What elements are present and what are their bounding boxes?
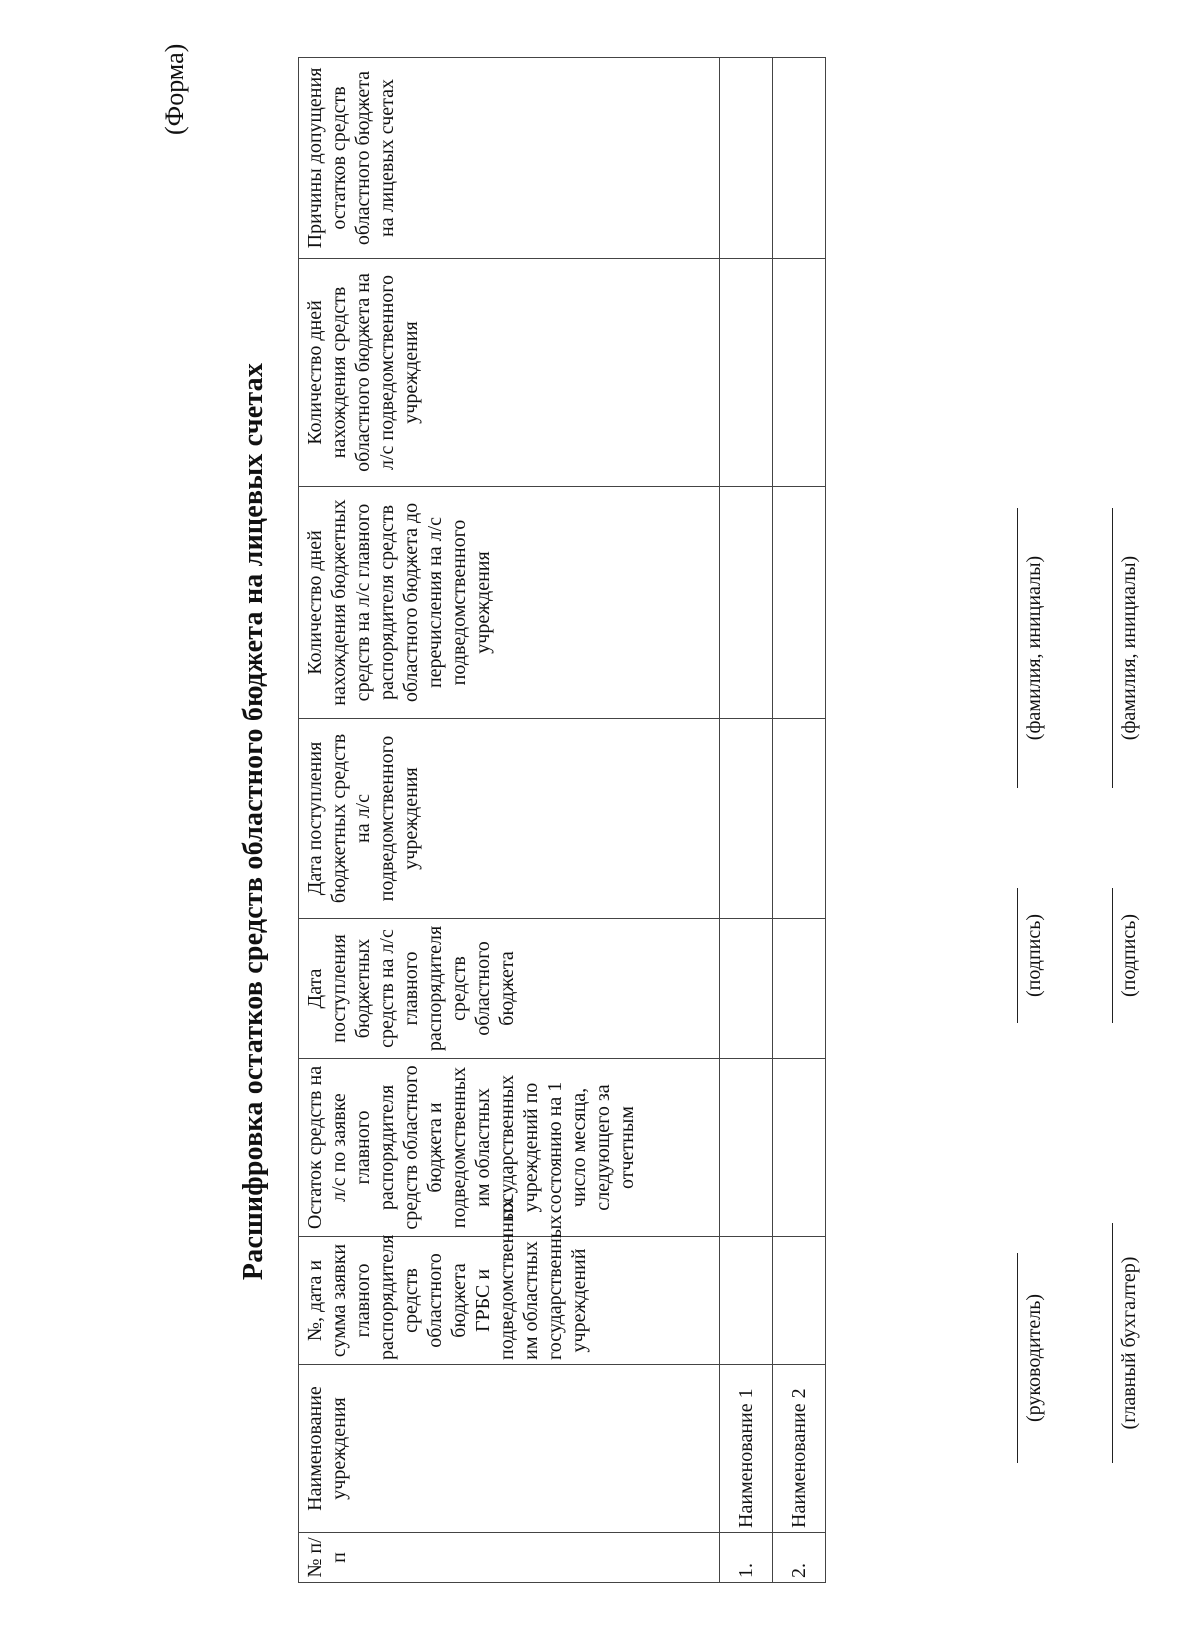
header-days-institution: Количество дней нахождения средств областного бюджета на л/с подведомственного учреждения [299, 259, 720, 487]
signature-line [1017, 888, 1018, 1023]
name-label: (фамилия, инициалы) [1118, 555, 1140, 741]
form-label: (Форма) [160, 43, 189, 135]
name-label: (фамилия, инициалы) [1023, 555, 1045, 741]
header-institution-name: Наименование учреждения [299, 1365, 720, 1533]
table-cell [773, 259, 826, 487]
row-institution-name: Наименование 1 [720, 1365, 773, 1533]
table-row [720, 58, 773, 1583]
header-balance: Остаток средств на л/с по заявке главного распорядителя средств областного бюджета и подведомственных им областных государственных учреждений по состоянию на 1 число месяца, следующего за отчетным [299, 1059, 720, 1237]
table-cell [720, 919, 773, 1059]
table-cell [720, 1237, 773, 1365]
header-days-grbs: Количество дней нахождения бюджетных средств на л/с главного распорядителя средств областного бюджета до перечисления на л/с подведомственного учреждения [299, 487, 720, 719]
table-cell [720, 719, 773, 919]
document-title: Расшифровка остатков средств областного бюджета на лицевых счетах [238, 362, 269, 1281]
table-cell [773, 487, 826, 719]
position-label: (главный бухгалтер) [1118, 1256, 1140, 1430]
position-line [1017, 1253, 1018, 1463]
name-line [1017, 508, 1018, 788]
row-number: 2. [773, 1533, 826, 1583]
header-receipt-date-grbs: Дата поступления бюджетных средств на л/с главного распорядителя средств областного бюджета [299, 919, 720, 1059]
balances-table [298, 57, 826, 1583]
header-reasons: Причины допущения остатков средств областного бюджета на лицевых счетах [299, 58, 720, 259]
table-row [773, 58, 826, 1583]
table-cell [720, 58, 773, 259]
header-receipt-date-institution: Дата поступления бюджетных средств на л/с подведомственного учреждения [299, 719, 720, 919]
table-cell [773, 1237, 826, 1365]
table-cell [720, 487, 773, 719]
row-number: 1. [720, 1533, 773, 1583]
table-cell [773, 1059, 826, 1237]
position-line [1112, 1223, 1113, 1463]
row-institution-name: Наименование 2 [773, 1365, 826, 1533]
table-cell [773, 58, 826, 259]
table-cell [773, 919, 826, 1059]
table-cell [720, 1059, 773, 1237]
table-header-row [299, 58, 720, 1583]
position-label: (руководитель) [1023, 1293, 1045, 1423]
signature-label: (подпись) [1118, 913, 1140, 998]
signature-line [1112, 888, 1113, 1023]
name-line [1112, 508, 1113, 788]
header-request-info: №, дата и сумма заявки главного распорядителя средств областного бюджета ГРБС и подведомственных им областных государственных учреждений [299, 1237, 720, 1365]
header-number: № п/п [299, 1533, 720, 1583]
table-cell [720, 259, 773, 487]
signature-label: (подпись) [1023, 913, 1045, 998]
table-cell [773, 719, 826, 919]
